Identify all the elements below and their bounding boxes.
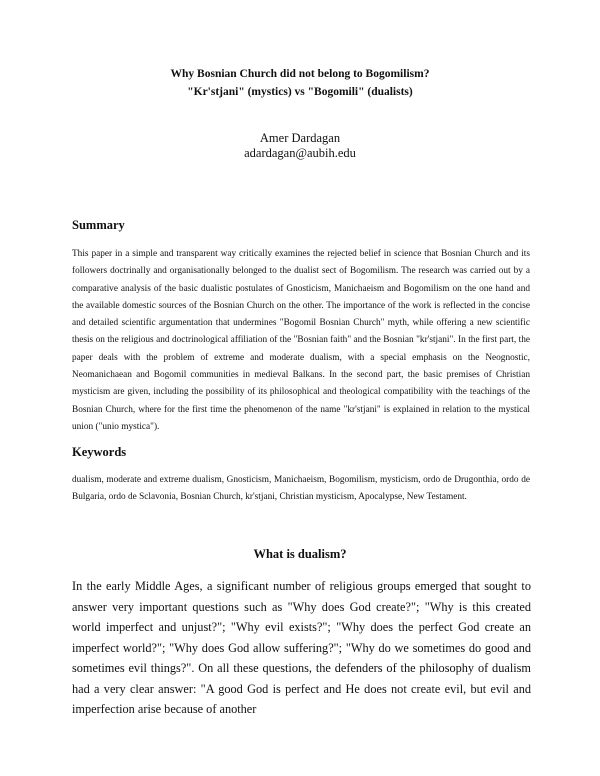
paper-subtitle: "Kr'stjani" (mystics) vs "Bogomili" (dualists) [187, 86, 413, 98]
section-title: What is dualism? [253, 547, 347, 561]
keywords-paragraph: dualism, moderate and extreme dualism, Gnosticism, Manichaeism, Bogomilism, mysticism, ordo de Drugonthia, ordo de Bulgaria, ordo de Sclavonia, Bosnian Church, kr'stjani, Christian mysticism, Apocalypse, New Testament. [72, 475, 530, 503]
author-email: adardagan@aubih.edu [244, 146, 356, 160]
keywords-heading: Keywords [72, 445, 127, 459]
paper-title: Why Bosnian Church did not belong to Bogomilism? [170, 68, 430, 80]
summary-heading: Summary [72, 218, 125, 232]
author-name: Amer Dardagan [259, 131, 341, 145]
section-paragraph: In the early Middle Ages, a significant number of religious groups emerged that sought to answer very important questions such as "Why does God create?"; "Why is this created world imperfect and unjust?"; "Why evil exists?"; "Why does the perfect God create an imperfect world?"; "Why does God allow suffering?"; "Why do we sometimes do good and sometimes evil things?". On all these questions, the defenders of the philosophy of dualism had a very clear answer: "A good God is perfect and He does not create evil, but evil and imperfection arise because of another [72, 579, 531, 716]
summary-paragraph: This paper in a simple and transparent way critically examines the rejected belief in science that Bosnian Church and its followers doctrinally and organisationally belonged to the dualist sect of Bogomilism. The research was carried out by a comparative analysis of the basic dualistic postulates of Gnosticism, Manichaeism and Bogomilism on the one hand and the available domestic sources of the Bosnian Church on the other. The importance of the work is reflected in the concise and detailed scientific argumentation that undermines "Bogomil Bosnian Church" myth, while offering a new scientific thesis on the religious and doctrinological affiliation of the "Bosnian faith" and the Bosnian "kr'stjani". In the first part, the paper deals with the problem of extreme and moderate dualism, with a special emphasis on the Neognostic, Neomanichaean and Bogomil communities in medieval Balkans. In the second part, the basic premises of Christian mysticism are given, including the possibility of its philosophical and theological compatibility with the teachings of the Bosnian Church, where for the first time the phenomenon of the name "kr'stjani" is explained in relation to the mystical union ("unio mystica"). [72, 249, 530, 432]
